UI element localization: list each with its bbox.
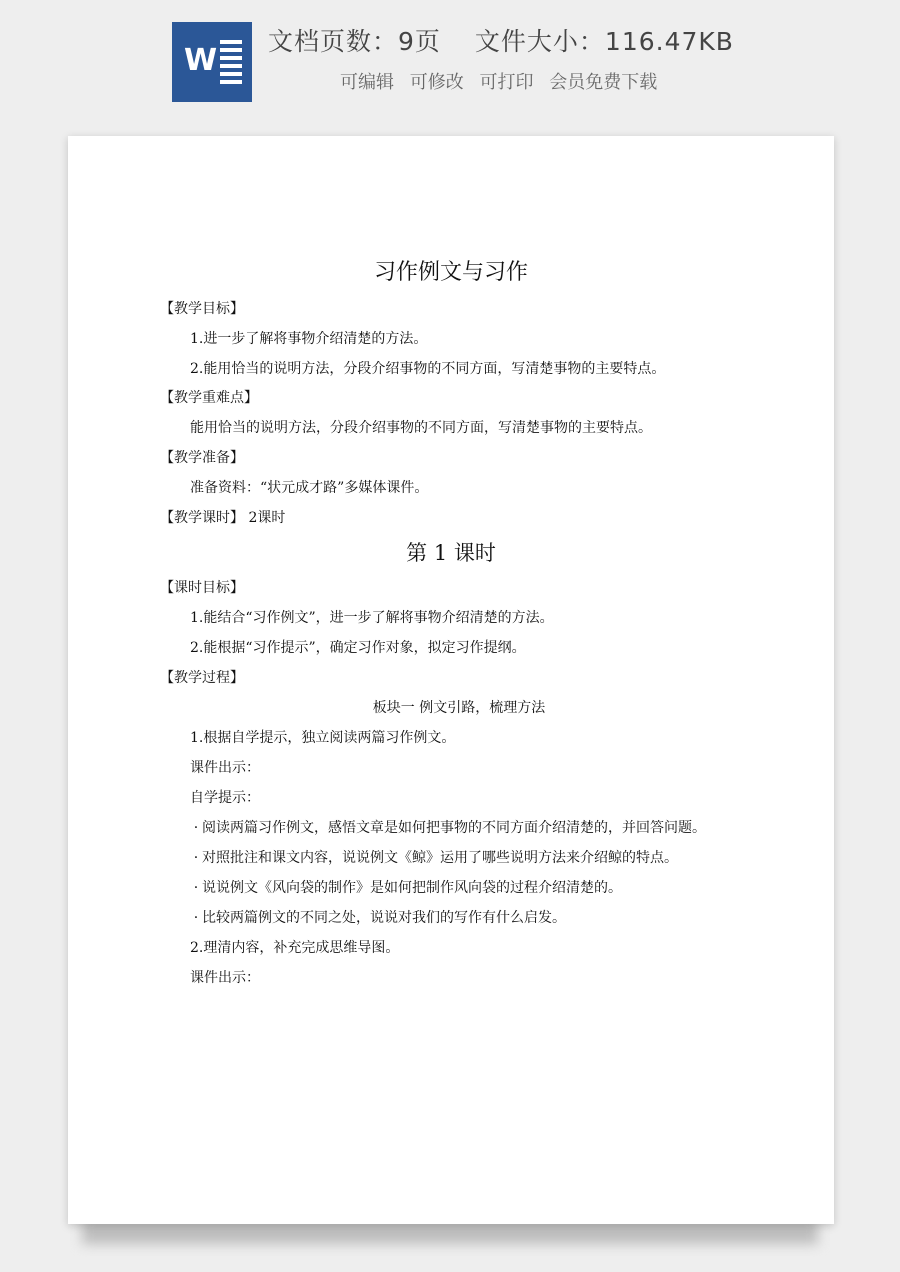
prep-text: 准备资料：“状元成才路”多媒体课件。 <box>190 480 429 496</box>
bullet-item <box>190 908 566 928</box>
bullet-item <box>190 818 706 838</box>
key-heading: 【教学重难点】 <box>160 390 258 406</box>
courseware-label: 课件出示： <box>190 760 260 776</box>
step-item: 2.理清内容，补充完成思维导图。 <box>190 940 400 956</box>
feature-printable: 可打印 <box>479 72 534 93</box>
section-title: 板块一 例文引路，梳理方法 <box>372 700 546 716</box>
feature-list <box>340 68 667 94</box>
bullet-item <box>190 848 678 868</box>
lesson-goal-item: 2.能根据“习作提示”，确定习作对象，拟定习作提纲。 <box>190 640 526 656</box>
file-size: 文件大小：116.47KB <box>474 27 734 56</box>
lesson-goal-item: 1.能结合“习作例文”，进一步了解将事物介绍清楚的方法。 <box>190 610 554 626</box>
download-banner <box>0 0 900 118</box>
bullet-text: 比较两篇例文的不同之处，说说对我们的写作有什么启发。 <box>202 910 566 926</box>
goal-heading: 【教学目标】 <box>160 301 244 317</box>
document-page <box>68 136 834 1224</box>
process-heading: 【教学过程】 <box>160 670 244 686</box>
word-document-icon <box>172 22 252 102</box>
lesson-goal-heading: 【课时目标】 <box>160 580 244 596</box>
goal-item: 1.进一步了解将事物介绍清楚的方法。 <box>190 331 428 347</box>
hours-line: 【教学课时】 2课时 <box>160 510 286 526</box>
page-count: 文档页数：9页 <box>268 27 441 56</box>
bullet-mark: · <box>193 880 199 896</box>
bullet-mark: · <box>193 820 199 836</box>
step-item: 1.根据自学提示，独立阅读两篇习作例文。 <box>190 730 456 746</box>
bullet-mark: · <box>193 910 199 926</box>
feature-editable: 可编辑 <box>340 72 394 93</box>
goal-item: 2.能用恰当的说明方法，分段介绍事物的不同方面，写清楚事物的主要特点。 <box>190 361 666 377</box>
feature-member-download: 会员免费下载 <box>549 72 658 93</box>
document-lines-icon <box>220 40 242 86</box>
prep-heading: 【教学准备】 <box>160 450 244 466</box>
lesson-title: 第 1 课时 <box>406 541 496 565</box>
courseware-label: 课件出示： <box>190 970 260 986</box>
word-letter: W <box>184 43 218 78</box>
bullet-text: 说说例文《风向袋的制作》是如何把制作风向袋的过程介绍清楚的。 <box>202 880 622 896</box>
document-title: 习作例文与习作 <box>373 260 528 285</box>
bullet-item <box>190 878 622 898</box>
bullet-mark: · <box>193 850 199 866</box>
file-info <box>268 22 734 58</box>
self-study-label: 自学提示： <box>190 790 260 806</box>
key-text: 能用恰当的说明方法，分段介绍事物的不同方面，写清楚事物的主要特点。 <box>190 420 652 436</box>
feature-modifiable: 可修改 <box>409 72 464 93</box>
bullet-text: 阅读两篇习作例文，感悟文章是如何把事物的不同方面介绍清楚的，并回答问题。 <box>202 820 706 836</box>
bullet-text: 对照批注和课文内容，说说例文《鲸》运用了哪些说明方法来介绍鲸的特点。 <box>202 850 678 866</box>
